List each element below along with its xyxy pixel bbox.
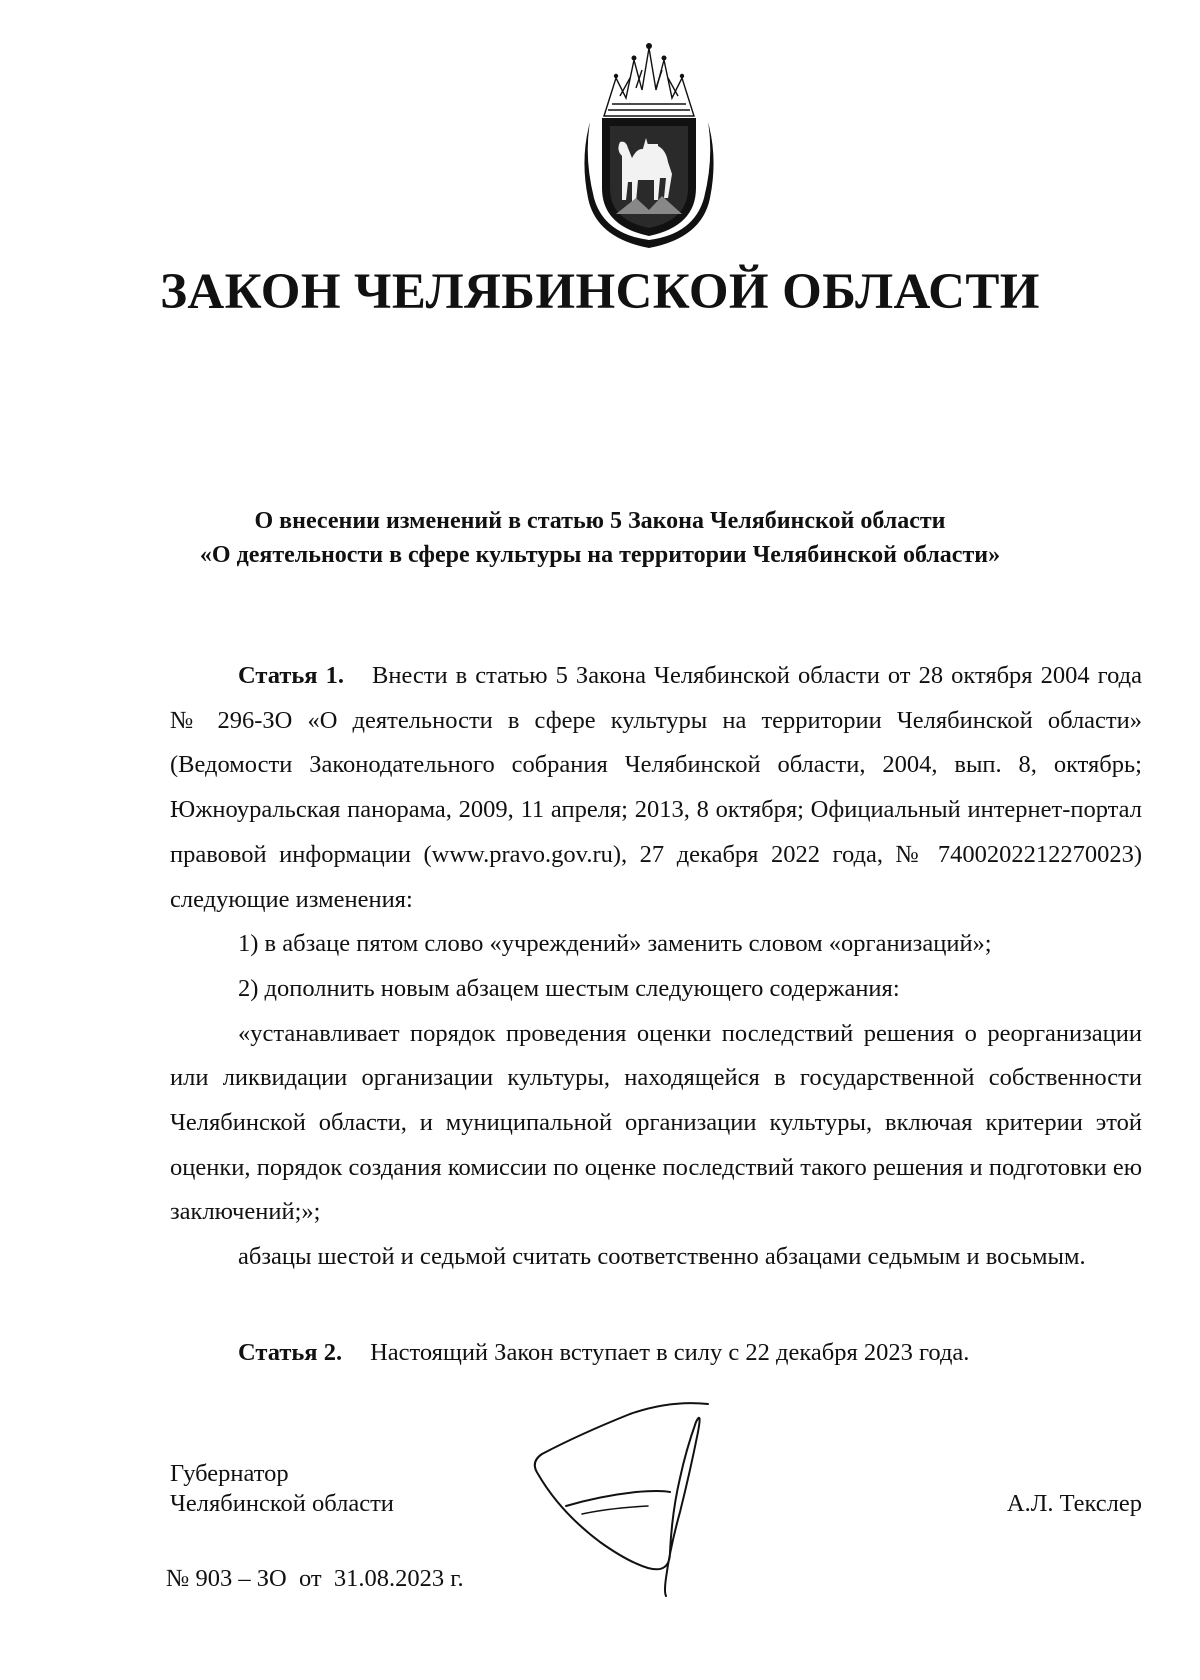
article-1-label: Статья 1.: [238, 662, 344, 689]
article-1-final: абзацы шестой и седьмой считать соответственно абзацами седьмым и восьмым.: [238, 1243, 1086, 1271]
subtitle-line-1: О внесении изменений в статью 5 Закона Челябинской области: [254, 508, 946, 534]
article-1: [170, 654, 1142, 1280]
law-title: ЗАКОН ЧЕЛЯБИНСКОЙ ОБЛАСТИ: [160, 264, 1040, 320]
article-1-paragraph: [170, 654, 1142, 922]
article-1-text: Внести в статью 5 Закона Челябинской области от 28 октября 2004 года № 296-ЗО «О деятельности в сфере культуры на территории Челябинской области» (Ведомости Законодательного собрания Челябинской области, 2004, вып. 8, октябрь; Южноуральская панорама, 2009, 11 апреля; 2013, 8 октября; Официальный интернет-портал правовой информации (www.pravo.gov.ru), 27 декабря 2022 года, № 7400202212270023) следующие изменения:: [170, 662, 1142, 913]
signatory-position-line-2: Челябинской области: [170, 1490, 394, 1517]
law-number: № 903 – ЗО от 31.08.2023 г.: [166, 1565, 464, 1592]
coat-of-arms-icon: [576, 38, 722, 250]
signatory-name: А.Л. Текслер: [1006, 1490, 1142, 1517]
article-1-item-2: 2) дополнить новым абзацем шестым следующего содержания:: [238, 974, 900, 1002]
signatory-position: [170, 1459, 394, 1519]
law-subtitle: [150, 504, 1050, 572]
article-2-label: Статья 2.: [238, 1339, 343, 1366]
signatory-position-line-1: Губернатор: [170, 1460, 289, 1487]
subtitle-line-2: «О деятельности в сфере культуры на территории Челябинской области»: [199, 542, 1001, 568]
article-2-text: Настоящий Закон вступает в силу с 22 декабря 2023 года.: [370, 1339, 970, 1366]
article-2: [170, 1331, 1142, 1376]
article-1-item-1: 1) в абзаце пятом слово «учреждений» заменить словом «организаций»;: [238, 930, 992, 958]
signature-icon: [520, 1392, 740, 1612]
article-1-quote: «устанавливает порядок проведения оценки последствий решения о реорганизации или ликвидации организации культуры, находящейся в государственной собственности Челябинской области, и муниципальной организации культуры, включая критерии этой оценки, порядок создания комиссии по оценке последствий такого решения и подготовки ею заключений;»;: [170, 1019, 1142, 1226]
